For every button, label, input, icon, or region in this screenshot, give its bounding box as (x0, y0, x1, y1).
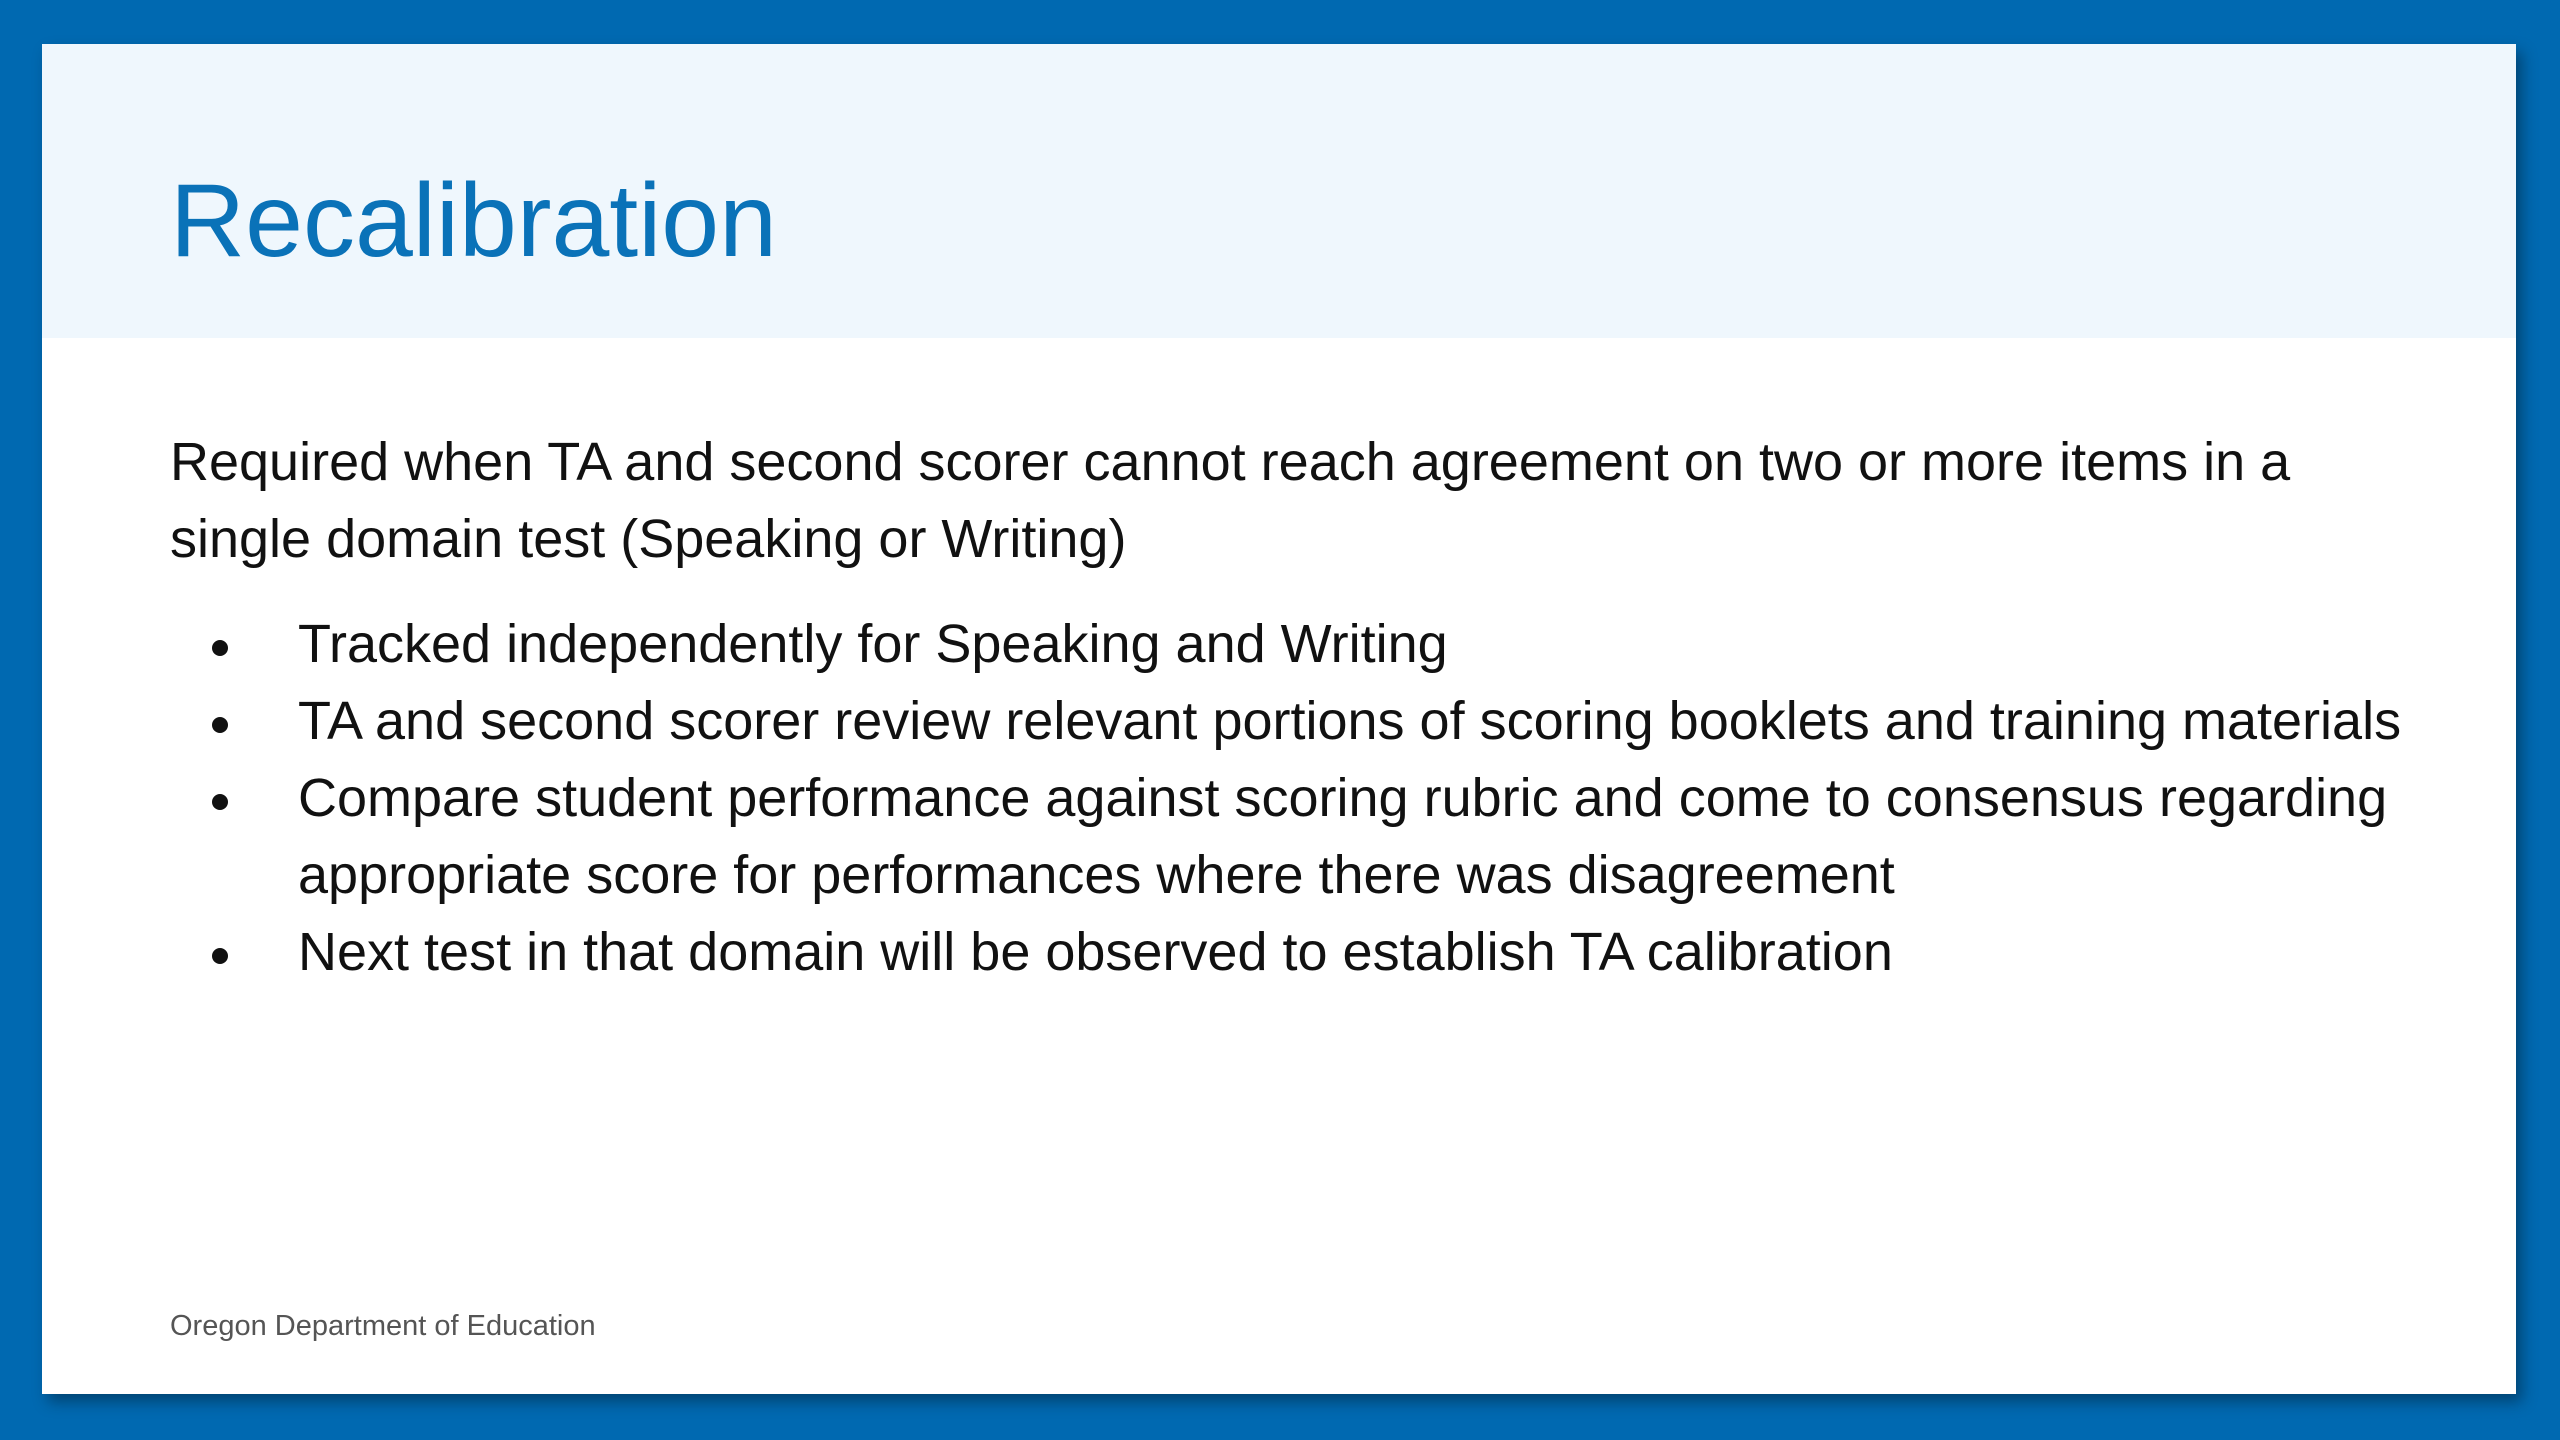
bullet-dot-icon (212, 717, 228, 733)
bullet-text: TA and second scorer review relevant portions of scoring booklets and training materials (298, 691, 2402, 751)
bullet-text: Compare student performance against scoring rubric and come to consensus regarding appropriate score for performances where there was disagreement (298, 768, 2388, 905)
intro-paragraph: Required when TA and second scorer cannot reach agreement on two or more items in a single domain test (Speaking or Writing) (170, 432, 2291, 569)
bullet-dot-icon (212, 948, 228, 964)
slide-title: Recalibration (170, 163, 777, 279)
slide (42, 44, 2516, 1394)
bullet-dot-icon (212, 794, 228, 810)
bullet-item (170, 760, 2420, 914)
bullet-list (170, 606, 2420, 991)
bullet-dot-icon (212, 640, 228, 656)
bullet-item (170, 683, 2420, 760)
bullet-text: Tracked independently for Speaking and Writing (298, 614, 1448, 674)
footer-organization: Oregon Department of Education (170, 1310, 596, 1342)
slide-content (170, 424, 2420, 991)
bullet-item (170, 606, 2420, 683)
bullet-text: Next test in that domain will be observed to establish TA calibration (298, 922, 1893, 982)
bullet-item (170, 914, 2420, 991)
